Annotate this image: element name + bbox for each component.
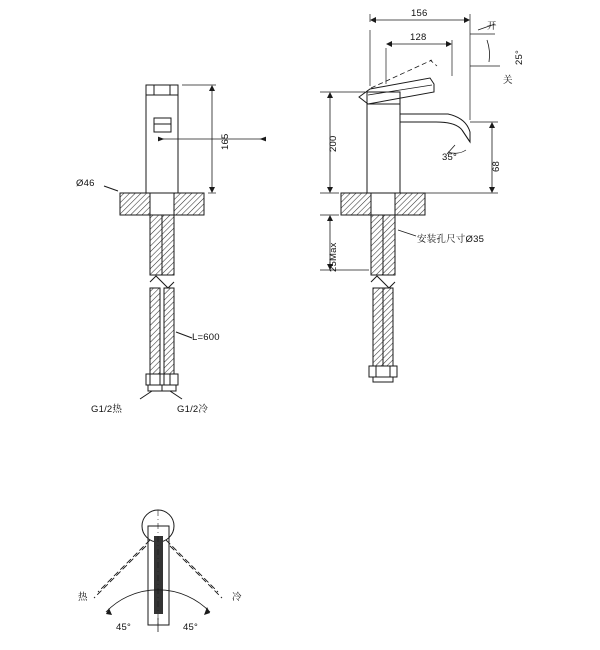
label-cold-inlet: G1/2冷 — [177, 404, 209, 415]
dimension-max-deck-thickness: 25Max — [328, 242, 339, 272]
dimension-spout-height: 68 — [491, 161, 502, 172]
annotation-handle-close: 关 — [503, 75, 513, 86]
dimension-flange-diameter: Ø46 — [76, 178, 95, 189]
angle-swivel-right: 45° — [183, 622, 198, 633]
front-view-geometry — [104, 85, 266, 399]
dimension-hose-length: L=600 — [192, 332, 220, 343]
top-view-geometry — [94, 510, 222, 632]
label-hot-inlet: G1/2热 — [91, 404, 123, 415]
dimension-spout-reach-inner: 128 — [410, 32, 427, 43]
dimension-spout-reach-total: 156 — [411, 8, 428, 19]
dimension-overall-height: 200 — [328, 135, 339, 152]
label-hot-side: 热 — [78, 592, 88, 603]
label-cold-side: 冷 — [232, 592, 242, 603]
angle-swivel-left: 45° — [116, 622, 131, 633]
side-view-geometry — [320, 14, 500, 382]
annotation-handle-open: 开 — [487, 21, 497, 32]
angle-spout: 35° — [442, 152, 457, 163]
annotation-mounting-hole: 安装孔尺寸Ø35 — [417, 234, 485, 245]
dimension-height-165: 165 — [220, 133, 231, 150]
angle-handle-open: 25° — [514, 50, 525, 65]
